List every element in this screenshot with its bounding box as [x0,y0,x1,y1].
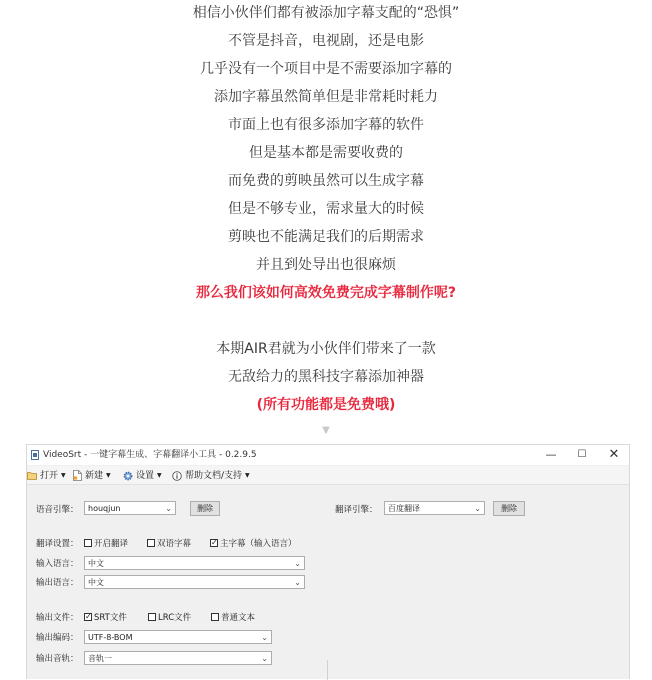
caret-down-icon: ▼ [61,472,66,479]
chevron-down-icon: ⌄ [294,578,301,587]
output-files-label: 输出文件： [36,613,79,623]
caret-down-icon: ▼ [157,472,162,479]
intro-line: 本期AIR君就为小伙伴们带来了一款 [216,341,436,357]
article-line: 但是不够专业，需求量大的时候 [228,201,424,217]
lrc-file-checkbox[interactable] [148,612,191,624]
bilingual-subtitle-checkbox[interactable] [147,538,191,550]
article-line: 添加字幕虽然简单但是非常耗时耗力 [214,89,438,105]
checkbox-box [84,539,92,547]
checkbox-label: LRC文件 [158,613,192,623]
main-subtitle-checkbox[interactable] [210,538,297,550]
chevron-down-icon: ⌄ [261,633,268,642]
translate-engine-delete-button[interactable]: 删除 [493,501,525,516]
highlight-free: (所有功能都是免费哦) [256,397,396,413]
checkbox-box [148,613,156,621]
maximize-button[interactable]: ☐ [577,449,587,460]
menu-bar [27,466,629,485]
output-track-label: 输出音轨： [36,654,79,664]
article-line: 不管是抖音，电视剧，还是电影 [228,33,424,49]
videosrt-window [26,444,630,679]
menu-new-label: 新建 [85,471,104,481]
speech-engine-value: houqjun [88,504,121,513]
article-line: 并且到处导出也很麻烦 [256,257,396,273]
chevron-down-icon: ⌄ [165,504,172,513]
article-line: 市面上也有很多添加字幕的软件 [228,117,424,133]
output-encoding-select[interactable] [84,630,272,644]
window-title: VideoSrt - 一键字幕生成、字幕翻译小工具 - 0.2.9.5 [43,450,257,460]
speech-engine-delete-button[interactable]: 删除 [190,501,220,516]
checkbox-box-checked [210,539,218,547]
chevron-down-icon: ⌄ [474,504,481,513]
caret-down-icon: ▼ [106,472,111,479]
translate-engine-label: 翻译引擎： [335,505,378,515]
speech-engine-select[interactable] [84,501,176,515]
plain-text-checkbox[interactable] [211,612,255,624]
translate-engine-value: 百度翻译 [388,504,420,513]
checkbox-box-checked [84,613,92,621]
translate-settings-label: 翻译设置： [36,539,79,549]
title-bar [27,445,629,465]
output-track-value: 音轨一 [88,654,112,663]
checkbox-label: 主字幕（输入语言） [220,539,297,549]
menu-open-label: 打开 [40,471,59,481]
panel-divider [327,660,328,680]
article-line: 但是基本都是需要收费的 [249,145,403,161]
output-language-select[interactable] [84,575,305,589]
article-line: 而免费的剪映虽然可以生成字幕 [228,173,424,189]
highlight-question: 那么我们该如何高效免费完成字幕制作呢? [195,285,457,301]
intro-line: 无敌给力的黑科技字幕添加神器 [228,369,424,385]
folder-icon [27,471,37,480]
chevron-down-icon: ⌄ [261,654,268,663]
menu-help-label: 帮助文档/支持 [185,471,243,481]
output-encoding-label: 输出编码： [36,633,79,643]
checkbox-box [211,613,219,621]
input-language-value: 中文 [88,559,104,568]
menu-settings-label: 设置 [136,471,155,481]
input-language-select[interactable] [84,556,305,570]
menu-new[interactable] [73,469,111,482]
output-encoding-value: UTF-8-BOM [88,633,133,642]
output-track-select[interactable] [84,651,272,665]
checkbox-label: 双语字幕 [157,539,192,549]
translate-engine-select[interactable] [384,501,485,515]
menu-settings[interactable] [123,469,162,482]
down-arrow-icon: ▼ [322,425,330,436]
output-language-value: 中文 [88,578,104,587]
chevron-down-icon: ⌄ [294,559,301,568]
menu-help[interactable] [172,469,250,482]
input-language-label: 输入语言： [36,559,79,569]
caret-down-icon: ▼ [245,472,250,479]
checkbox-box [147,539,155,547]
checkbox-label: 普通文本 [221,613,256,623]
close-button[interactable]: ✕ [608,447,620,462]
article-line: 几乎没有一个项目中是不需要添加字幕的 [200,61,452,77]
speech-engine-label: 语音引擎： [36,505,79,515]
info-icon [172,471,182,481]
checkbox-label: SRT文件 [94,613,127,623]
menu-open[interactable] [27,469,66,482]
gear-icon [123,471,133,481]
minimize-button[interactable]: — [545,448,557,461]
checkbox-label: 开启翻译 [94,539,129,549]
article-line: 相信小伙伴们都有被添加字幕支配的“恐惧” [192,5,460,21]
article-line: 剪映也不能满足我们的后期需求 [228,229,424,245]
new-file-icon [73,470,82,481]
enable-translation-checkbox[interactable] [84,538,128,550]
output-language-label: 输出语言： [36,578,79,588]
app-icon [31,450,39,460]
srt-file-checkbox[interactable] [84,612,127,624]
